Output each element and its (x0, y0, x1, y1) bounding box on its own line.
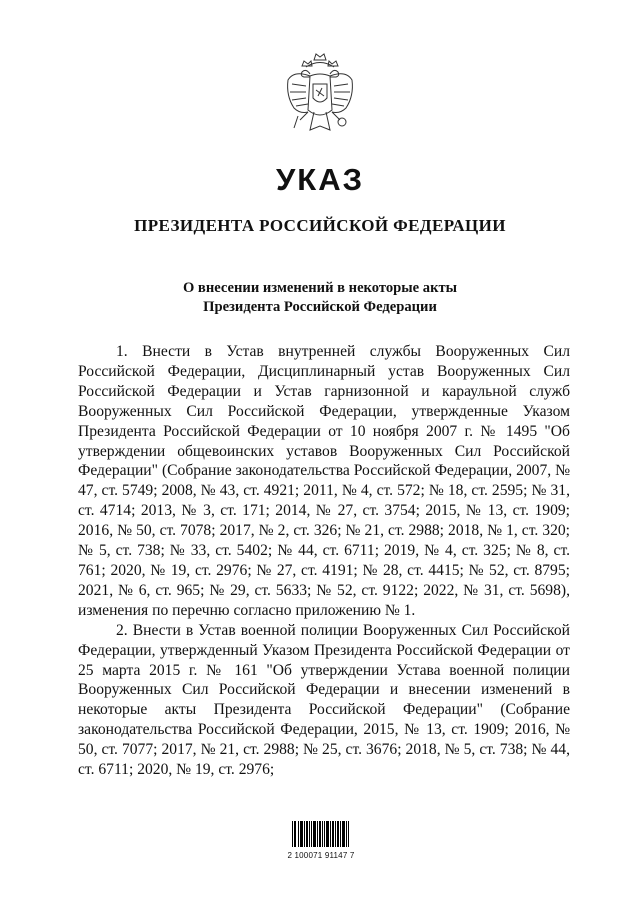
barcode-number: 2 100071 91147 7 (287, 851, 355, 860)
decree-heading (0, 279, 640, 317)
decree-subtitle: ПРЕЗИДЕНТА РОССИЙСКОЙ ФЕДЕРАЦИИ (134, 216, 506, 235)
paragraph-2: 2. Внести в Устав военной полиции Вооруженных Сил Российской Федерации, утвержденный Указом Президента Российской Федерации от 25 марта 2015 г. № 161 "Об утверждении Устава военной полиции Вооруженных Сил Российской Федерации и внесении изменений в некоторые акты Президента Российской Федерации" (Собрание законодательства Российской Федерации, 2015, № 13, ст. 1909; 2016, № 50, ст. 7077; 2017, № 21, ст. 2988; № 25, ст. 3676; 2018, № 5, ст. 738; № 44, ст. 6711; 2020, № 19, ст. 2976; (78, 621, 570, 779)
russian-coat-of-arms-icon (280, 50, 360, 148)
coat-of-arms-emblem (280, 50, 360, 148)
decree-heading-line-1: О внесении изменений в некоторые акты (182, 280, 458, 296)
paragraph-1: 1. Внести в Устав внутренней службы Вооруженных Сил Российской Федерации, Дисциплинарный устав Вооруженных Сил Российской Федерации и Устав гарнизонной и караульной служб Вооруженных Сил Российской Федерации, утвержденные Указом Президента Российской Федерации от 10 ноября 2007 г. № 1495 "Об утверждении общевоинских уставов Вооруженных Сил Российской Федерации" (Собрание законодательства Российской Федерации, 2007, № 47, ст. 5749; 2008, № 43, ст. 4921; 2011, № 4, ст. 572; № 18, ст. 2595; № 31, ст. 4714; 2013, № 3, ст. 171; 2014, № 27, ст. 3754; 2015, № 13, ст. 1909; 2016, № 50, ст. 7078; 2017, № 2, ст. 326; № 21, ст. 2988; 2018, № 1, ст. 320; № 5, ст. 738; № 33, ст. 5402; № 44, ст. 6711; 2019, № 4, ст. 325; № 8, ст. 761; 2020, № 19, ст. 2976; № 27, ст. 4191; № 28, ст. 4415; № 52, ст. 8795; 2021, № 6, ст. 965; № 29, ст. 5633; № 52, ст. 9122; 2022, № 31, ст. 5698), изменения по перечню согласно приложению № 1. (78, 343, 570, 619)
decree-heading-line-2: Президента Российской Федерации (203, 299, 437, 315)
barcode-icon (274, 815, 368, 851)
decree-title: УКАЗ (275, 162, 364, 197)
decree-body (78, 342, 570, 780)
